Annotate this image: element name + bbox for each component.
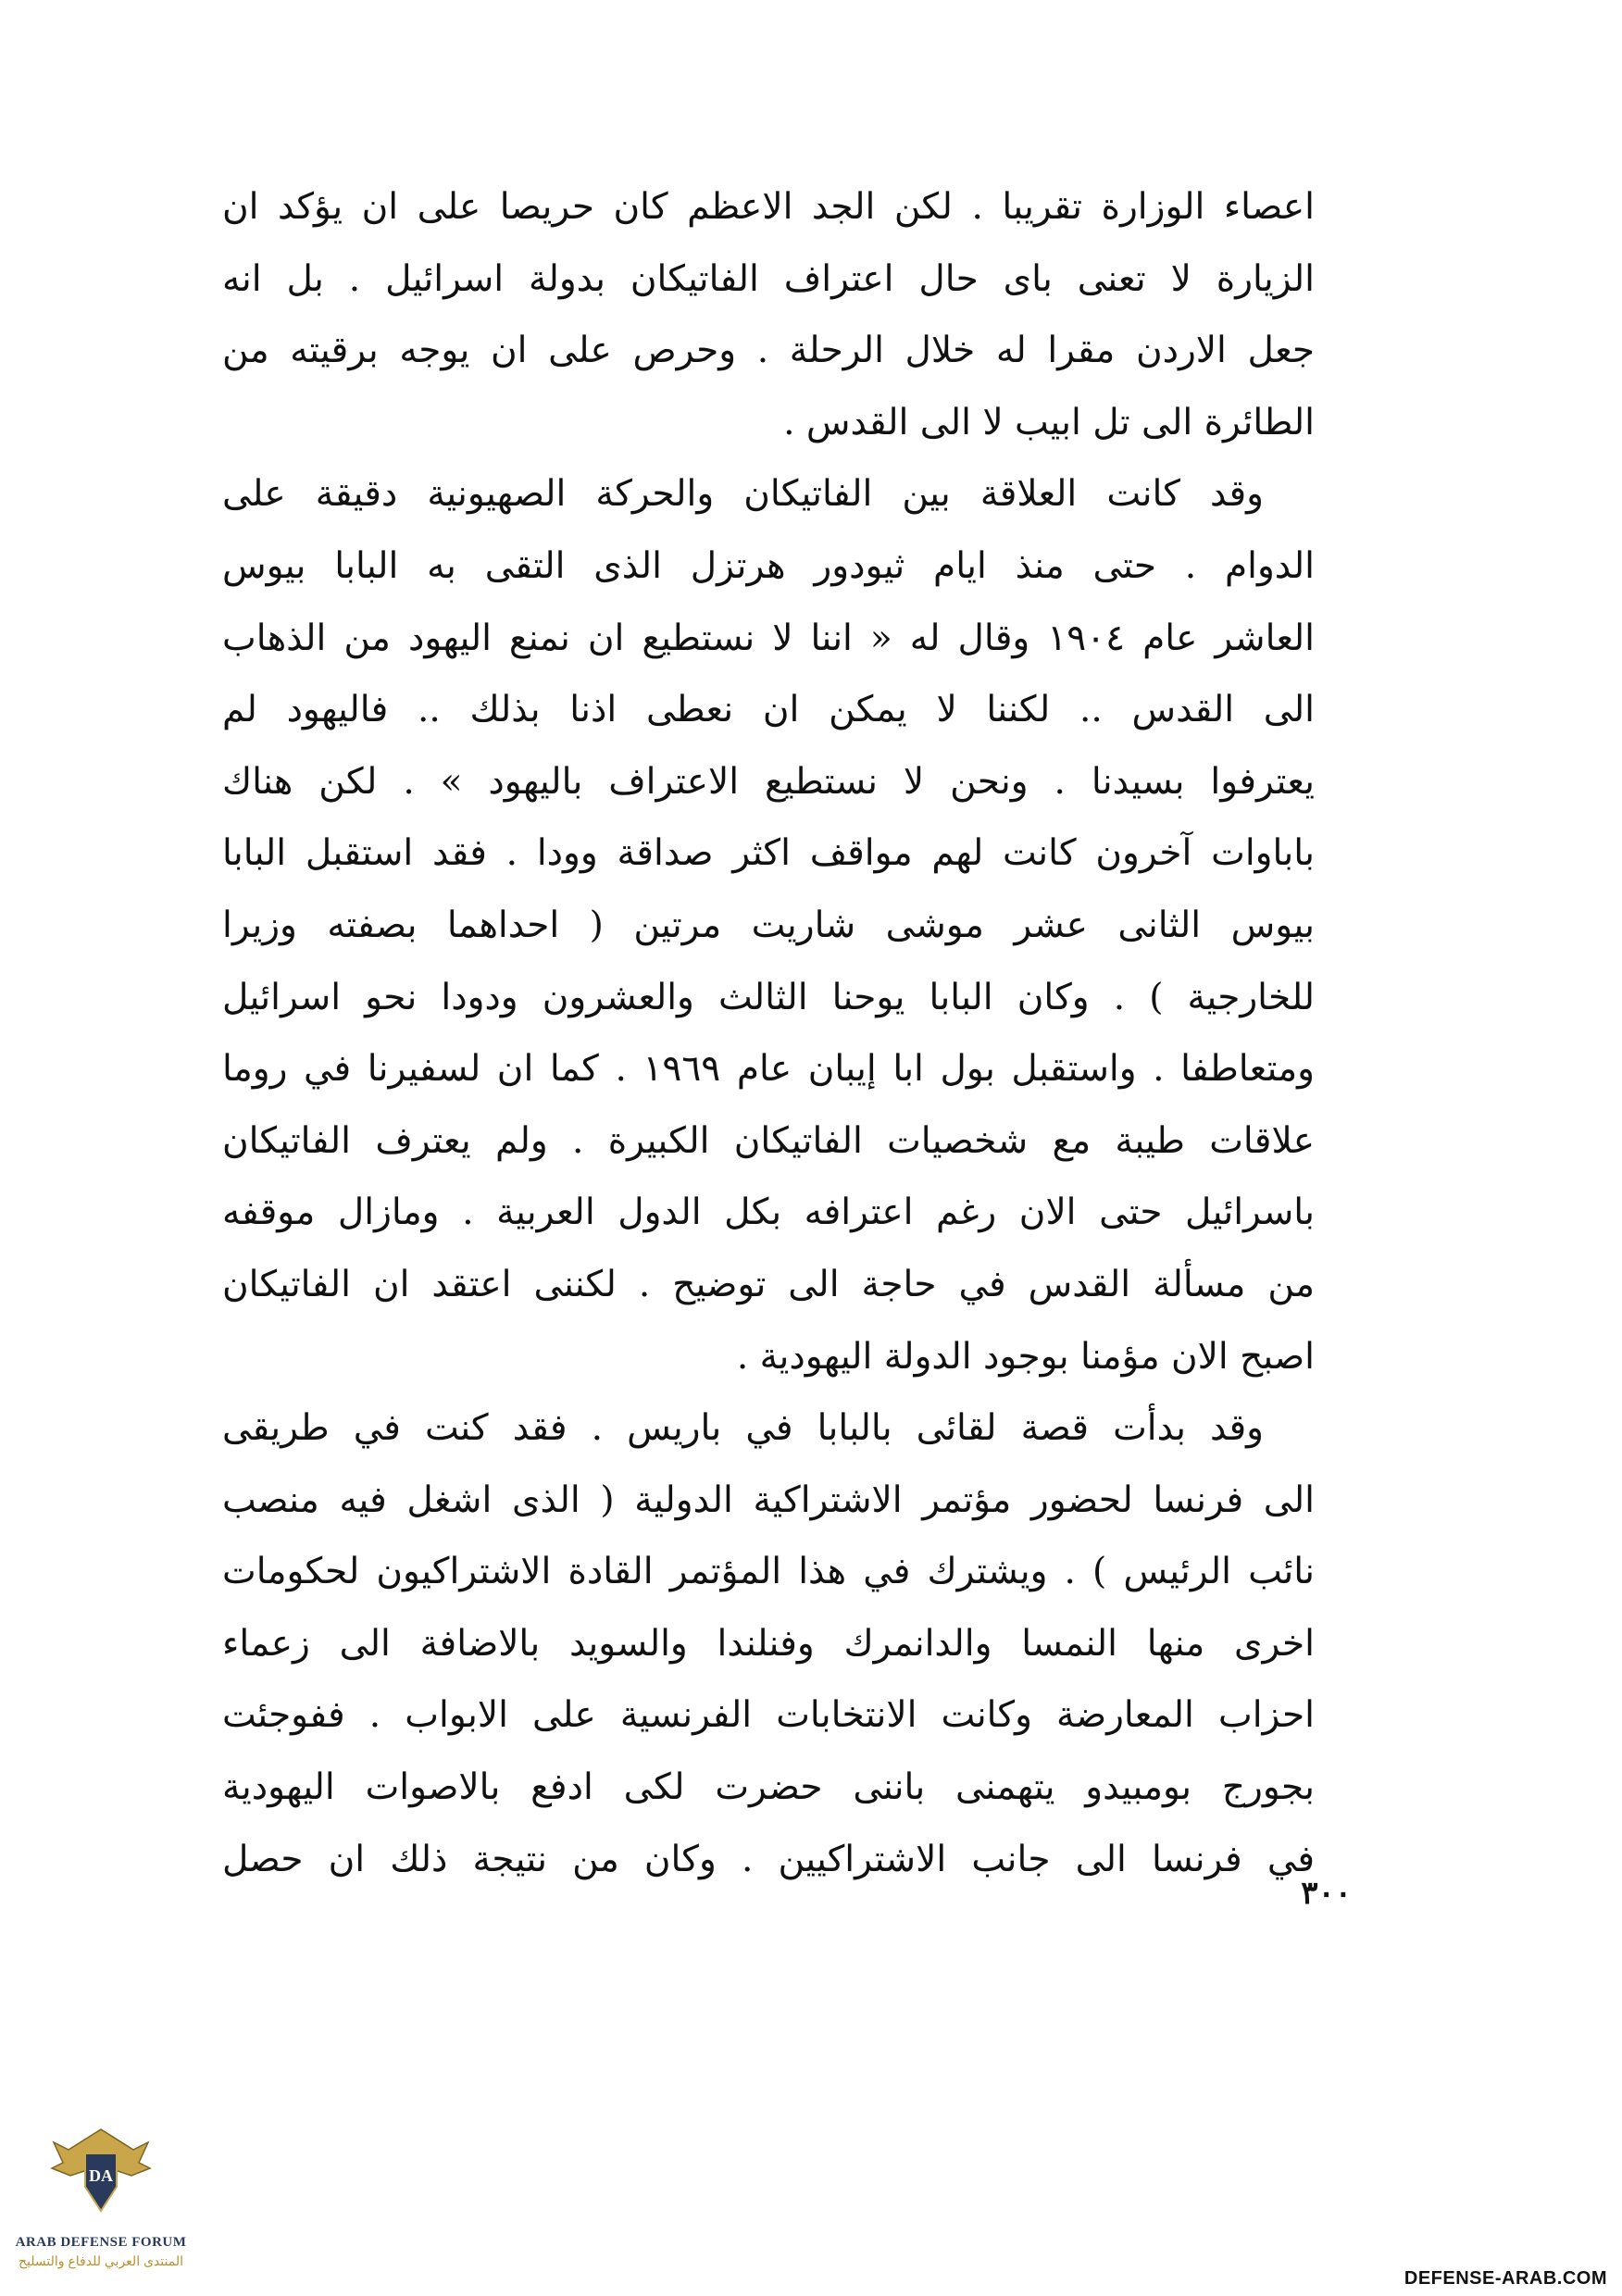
text-line: وقد بدأت قصة لقائى بالبابا في باريس . فقد كنت في طريقى	[222, 1407, 1264, 1450]
text-line: اعصاء الوزارة تقريبا . لكن الجد الاعظم كان حريصا على ان يؤكد ان	[222, 186, 1315, 228]
watermark-title: ARAB DEFENSE FORUM	[15, 2235, 187, 2250]
text-line: للخارجية ) . وكان البابا يوحنا الثالث والعشرون ودودا نحو اسرائيل	[222, 976, 1315, 1018]
text-line: وقد كانت العلاقة بين الفاتيكان والحركة الصهيونية دقيقة على	[222, 473, 1264, 516]
text-line: اصبح الان مؤمنا بوجود الدولة اليهودية .	[736, 1335, 1315, 1378]
text-line: الطائرة الى تل ابيب لا الى القدس .	[783, 401, 1315, 443]
text-line: اخرى منها النمسا والدانمرك وفنلندا والسويد بالاضافة الى زعماء	[222, 1622, 1315, 1665]
text-line: العاشر عام ١٩٠٤ وقال له « اننا لا نستطيع ان نمنع اليهود من الذهاب	[222, 617, 1315, 659]
text-line: علاقات طيبة مع شخصيات الفاتيكان الكبيرة . ولم يعترف الفاتيكان	[222, 1119, 1315, 1162]
text-line: الى القدس .. لكننا لا يمكن ان نعطى اذنا بذلك .. فاليهود لم	[222, 689, 1315, 731]
text-line: باباوات آخرون كانت لهم مواقف اكثر صداقة وودا . فقد استقبل البابا	[222, 832, 1315, 875]
eagle-shield-icon	[50, 2122, 152, 2233]
page-body-text	[222, 171, 1315, 1895]
text-line: يعترفوا بسيدنا . ونحن لا نستطيع الاعتراف باليهود » . لكن هناك	[222, 760, 1315, 803]
text-line: جعل الاردن مقرا له خلال الرحلة . وحرص على ان يوجه برقيته من	[222, 330, 1315, 372]
text-line: الدوام . حتى منذ ايام ثيودور هرتزل الذى التقى به البابا بيوس	[222, 544, 1315, 587]
text-line: بيوس الثانى عشر موشى شاريت مرتين ( احداهما بصفته وزيرا	[222, 904, 1315, 946]
forum-watermark-logo	[13, 2122, 189, 2296]
text-line: الزيارة لا تعنى باى حال اعتراف الفاتيكان بدولة اسرائيل . بل انه	[222, 257, 1315, 300]
site-url-label: DEFENSE-ARAB.COM	[1404, 2268, 1607, 2289]
text-line: في فرنسا الى جانب الاشتراكيين . وكان من نتيجة ذلك ان حصل	[222, 1838, 1315, 1880]
text-line: بجورج بومبيدو يتهمنى باننى حضرت لكى ادفع بالاصوات اليهودية	[222, 1766, 1315, 1809]
text-line: باسرائيل حتى الان رغم اعترافه بكل الدول العربية . ومازال موقفه	[222, 1192, 1315, 1234]
text-line: من مسألة القدس في حاجة الى توضيح . لكننى اعتقد ان الفاتيكان	[222, 1263, 1315, 1305]
emblem-letters: DA	[89, 2166, 113, 2185]
text-line: احزاب المعارضة وكانت الانتخابات الفرنسية على الابواب . ففوجئت	[222, 1694, 1315, 1737]
watermark-subtitle: المنتدى العربي للدفاع والتسليح	[19, 2253, 183, 2268]
text-line: الى فرنسا لحضور مؤتمر الاشتراكية الدولية ( الذى اشغل فيه منصب	[222, 1479, 1315, 1521]
text-line: ومتعاطفا . واستقبل بول ابا إيبان عام ١٩٦٩ . كما ان لسفيرنا في روما	[222, 1048, 1315, 1091]
page-number: ٣٠٠	[1301, 1875, 1352, 1912]
text-line: نائب الرئيس ) . ويشترك في هذا المؤتمر القادة الاشتراكيون لحكومات	[222, 1551, 1315, 1593]
